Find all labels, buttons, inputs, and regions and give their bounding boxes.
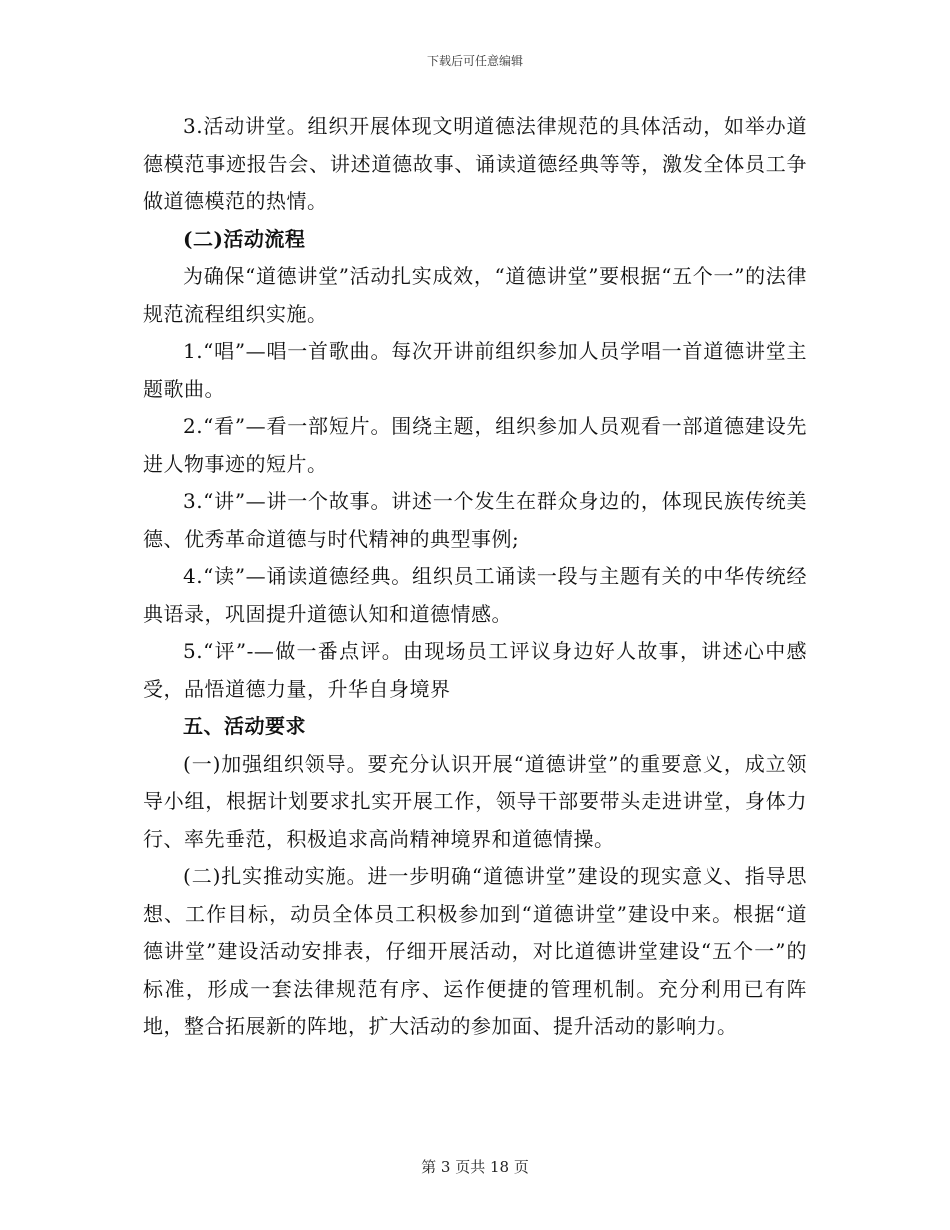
paragraph-step-read: 4.“读”—诵读道德经典。组织员工诵读一段与主题有关的中华传统经典语录，巩固提升道德认知和道德情感。 — [143, 564, 807, 626]
paragraph-activity-lecture: 3.活动讲堂。组织开展体现文明道德法律规范的具体活动，如举办道德模范事迹报告会、讲述道德故事、诵读道德经典等等，激发全体员工争做道德模范的热情。 — [143, 114, 807, 213]
document-body — [143, 108, 807, 1046]
paragraph-step-review: 5.“评”-—做一番点评。由现场员工评议身边好人故事，讲述心中感受，品悟道德力量，升华自身境界 — [143, 639, 807, 701]
page-header: 下载后可任意编辑 — [426, 54, 523, 68]
paragraph-process-intro: 为确保“道德讲堂”活动扎实成效，“道德讲堂”要根据“五个一”的法律规范流程组织实施。 — [143, 264, 807, 326]
page-footer: 第 3 页共 18 页 — [421, 1158, 529, 1176]
paragraph-step-tell: 3.“讲”—讲一个故事。讲述一个发生在群众身边的，体现民族传统美德、优秀革命道德与时代精神的典型事例; — [143, 489, 807, 551]
heading-activity-requirements: 五、活动要求 — [183, 714, 306, 738]
heading-activity-process: (二)活动流程 — [183, 226, 306, 251]
paragraph-requirement-implementation: (二)扎实推动实施。进一步明确“道德讲堂”建设的现实意义、指导思想、工作目标，动员全体员工积极参加到“道德讲堂”建设中来。根据“道德讲堂”建设活动安排表，仔细开展活动，对比道德讲堂建设“五个一”的标准，形成一套法律规范有序、运作便捷的管理机制。充分利用已有阵地，整合拓展新的阵地，扩大活动的参加面、提升活动的影响力。 — [143, 864, 807, 1038]
paragraph-step-watch: 2.“看”—看一部短片。围绕主题，组织参加人员观看一部道德建设先进人物事迹的短片。 — [143, 414, 807, 476]
paragraph-step-sing: 1.“唱”—唱一首歌曲。每次开讲前组织参加人员学唱一首道德讲堂主题歌曲。 — [143, 339, 807, 401]
paragraph-requirement-leadership: (一)加强组织领导。要充分认识开展“道德讲堂”的重要意义，成立领导小组，根据计划要求扎实开展工作，领导干部要带头走进讲堂，身体力行、率先垂范，积极追求高尚精神境界和道德情操。 — [143, 751, 807, 851]
